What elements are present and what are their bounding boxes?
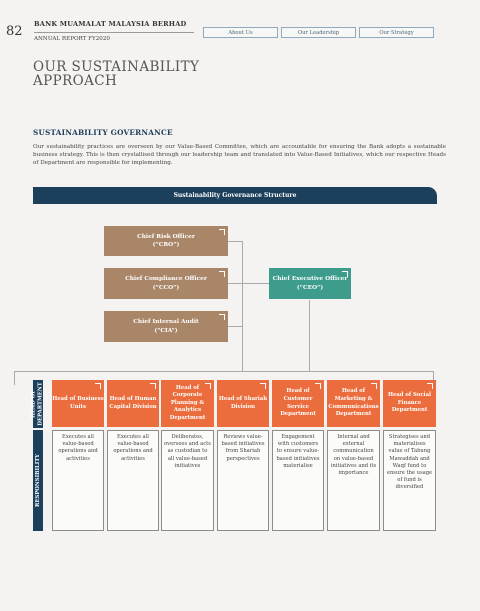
corner-mark-icon <box>219 314 225 320</box>
corner-mark-icon <box>219 229 225 235</box>
responsibility-cell: Executes all value-based operations and activities <box>107 430 159 531</box>
nav-our-strategy-button[interactable]: Our Strategy <box>359 27 434 38</box>
department-head-box <box>327 380 380 427</box>
connector-ceo-vertical <box>309 300 310 371</box>
department-head-box <box>107 380 159 427</box>
officer-box-cia <box>104 311 228 342</box>
department-head-label: Head of Human Capital Division <box>109 395 157 410</box>
officer-abbr: (“CRO”) <box>152 242 180 248</box>
officer-name: Chief Internal Audit <box>133 319 199 325</box>
row-label-text: HEAD OF DEPARTMENT <box>31 382 44 426</box>
responsibility-cell: Strategises and materialises value of Tabung Mawaddah and Waqf fund to ensure the usage of fund is diversified <box>383 430 436 531</box>
officer-name: Chief Risk Officer <box>137 233 195 240</box>
officer-abbr: (“CIA”) <box>154 327 178 334</box>
ceo-name: Chief Executive Officer <box>272 276 348 282</box>
nav-about-us-button[interactable]: About Us <box>203 27 278 38</box>
connector-cia <box>228 326 242 327</box>
officer-box-cro <box>104 226 228 256</box>
department-head-box <box>217 380 269 427</box>
ceo-abbr: (“CEO”) <box>296 284 324 291</box>
department-head-box <box>52 380 104 427</box>
connector-left-drop <box>14 371 15 385</box>
responsibility-cell: Executes all value-based operations and activities <box>52 430 104 531</box>
connector-cco-ceo <box>228 283 269 284</box>
corner-mark-icon <box>315 383 321 389</box>
page-title: OUR SUSTAINABILITY APPROACH <box>33 59 200 89</box>
structure-banner: Sustainability Governance Structure <box>33 187 437 204</box>
report-title: ANNUAL REPORT FY2020 <box>34 36 110 42</box>
officer-box-cco <box>104 268 228 299</box>
responsibility-cell: Internal and external communication on value-based initiatives and its importance <box>327 430 380 531</box>
department-head-label: Head of Marketing & Communications Department <box>328 388 379 418</box>
corner-mark-icon <box>342 271 348 277</box>
connector-horizontal-bus <box>14 371 434 372</box>
responsibility-cell: Engagement with customers to ensure value-based initiatives materialise <box>272 430 324 531</box>
section-body: Our sustainability practices are overseen by our Value-Based Committee, which are accountable for ensuring the Bank adopts a sustainable business strategy. This is then crystallised through our leadership team and translated into Value-Based Initiatives, which our respective Heads of Department are responsible for implementing. <box>33 144 446 167</box>
responsibility-cell: Deliberates, oversees and acts as custodian to all value-based initiatives <box>161 430 214 531</box>
nav-our-leadership-button[interactable]: Our Leadership <box>281 27 356 38</box>
corner-mark-icon <box>219 271 225 277</box>
department-head-label: Head of Corporate Planning & Analytics Department <box>169 384 206 421</box>
row-label-responsibility <box>33 430 43 531</box>
officer-name: Chief Compliance Officer <box>125 276 207 282</box>
bank-name: BANK MUAMALAT MALAYSIA BERHAD <box>34 20 187 28</box>
department-head-label: Head of Shariah Division <box>218 395 268 410</box>
row-label-text: RESPONSIBILITY <box>34 454 41 507</box>
department-head-box <box>272 380 324 427</box>
department-head-box <box>383 380 436 427</box>
department-head-label: Head of Social Finance Department <box>387 392 432 414</box>
row-label-head-of-department <box>33 380 43 428</box>
department-head-box <box>161 380 214 427</box>
responsibility-cell: Reviews value-based initiatives from Shariah perspectives <box>217 430 269 531</box>
corner-mark-icon <box>150 383 156 389</box>
ceo-box <box>269 268 351 299</box>
corner-mark-icon <box>260 383 266 389</box>
department-head-label: Head of Customer Service Department <box>280 388 316 418</box>
department-head-label: Head of Business Units <box>52 395 104 410</box>
connector-cro <box>228 241 242 242</box>
corner-mark-icon <box>427 383 433 389</box>
corner-mark-icon <box>371 383 377 389</box>
section-title: SUSTAINABILITY GOVERNANCE <box>33 128 173 137</box>
officer-abbr: (“CCO”) <box>152 284 180 291</box>
page-number: 82 <box>6 24 23 39</box>
corner-mark-icon <box>205 383 211 389</box>
connector-officers-vertical <box>242 241 243 371</box>
corner-mark-icon <box>95 383 101 389</box>
header-divider <box>34 32 194 33</box>
